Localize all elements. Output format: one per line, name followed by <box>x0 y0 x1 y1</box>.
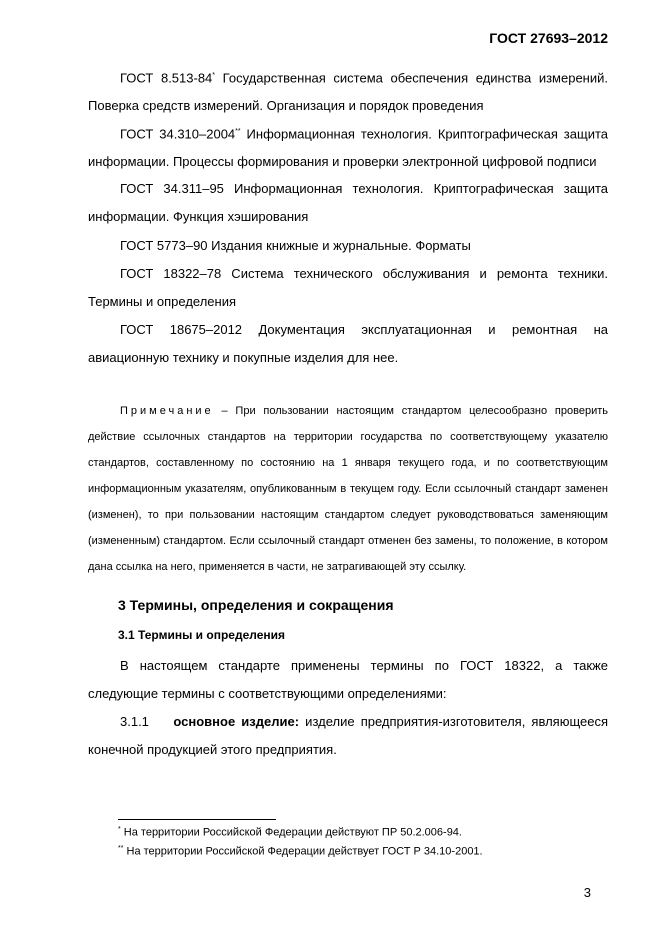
reference-gost-34-311: ГОСТ 34.311–95 Информационная технология. Криптографическая защита информации. Функция хэширования <box>88 181 608 224</box>
terms-intro-paragraph: В настоящем стандарте применены термины по ГОСТ 18322, а также следующие термины с соответствующими определениями: <box>88 658 608 701</box>
section-heading: 3 Термины, определения и сокращения <box>118 597 394 613</box>
term-definition: изделие предприятия-изготовителя, являющееся конечной продукцией этого предприятия. <box>88 714 608 757</box>
reference-gost-18322: ГОСТ 18322–78 Система технического обслуживания и ремонта техники. Термины и определения <box>88 266 608 309</box>
note-text: – При пользовании настоящим стандартом целесообразно проверить действие ссылочных стандартов на территории государства по соответствующему указателю стандартов, составленному по состоянию на 1 января текущего года, и по соответствующим информационным указателям, опубликованным в текущем году. Если ссылочный стандарт заменен (изменен), то при пользовании настоящим стандартом следует руководствоваться заменяющим (измененным) стандартом. Если ссылочный стандарт отменен без замены, то положение, в котором дана ссылка на него, применяется в части, не затрагивающей эту ссылку. <box>88 405 608 573</box>
document-header: ГОСТ 27693–2012 <box>489 30 608 46</box>
reference-gost-18675: ГОСТ 18675–2012 Документация эксплуатационная и ремонтная на авиационную технику и покупные изделия для нее. <box>88 322 609 365</box>
page-number: 3 <box>583 885 591 900</box>
term-name: основное изделие: <box>173 714 300 729</box>
note-paragraph <box>88 398 608 580</box>
reference-gost-34-310: ГОСТ 34.310–2004** Информационная технология. Криптографическая защита информации. Процессы формирования и проверки электронной цифровой подписи <box>88 126 608 170</box>
reference-gost-8-513: ГОСТ 8.513-84* Государственная система обеспечения единства измерений. Поверка средств измерений. Организация и порядок проведения <box>88 70 608 114</box>
footnote-2: ** На территории Российской Федерации действует ГОСТ Р 34.10-2001. <box>118 845 483 858</box>
footnote-1: * На территории Российской Федерации действуют ПР 50.2.006-94. <box>118 826 462 839</box>
term-definition-paragraph <box>88 708 608 764</box>
subsection-heading: 3.1 Термины и определения <box>118 628 286 642</box>
term-number: 3.1.1 <box>120 714 149 729</box>
note-label: Примечание <box>120 405 214 417</box>
footnote-separator <box>118 819 276 820</box>
reference-gost-5773: ГОСТ 5773–90 Издания книжные и журнальные. Форматы <box>120 238 471 253</box>
